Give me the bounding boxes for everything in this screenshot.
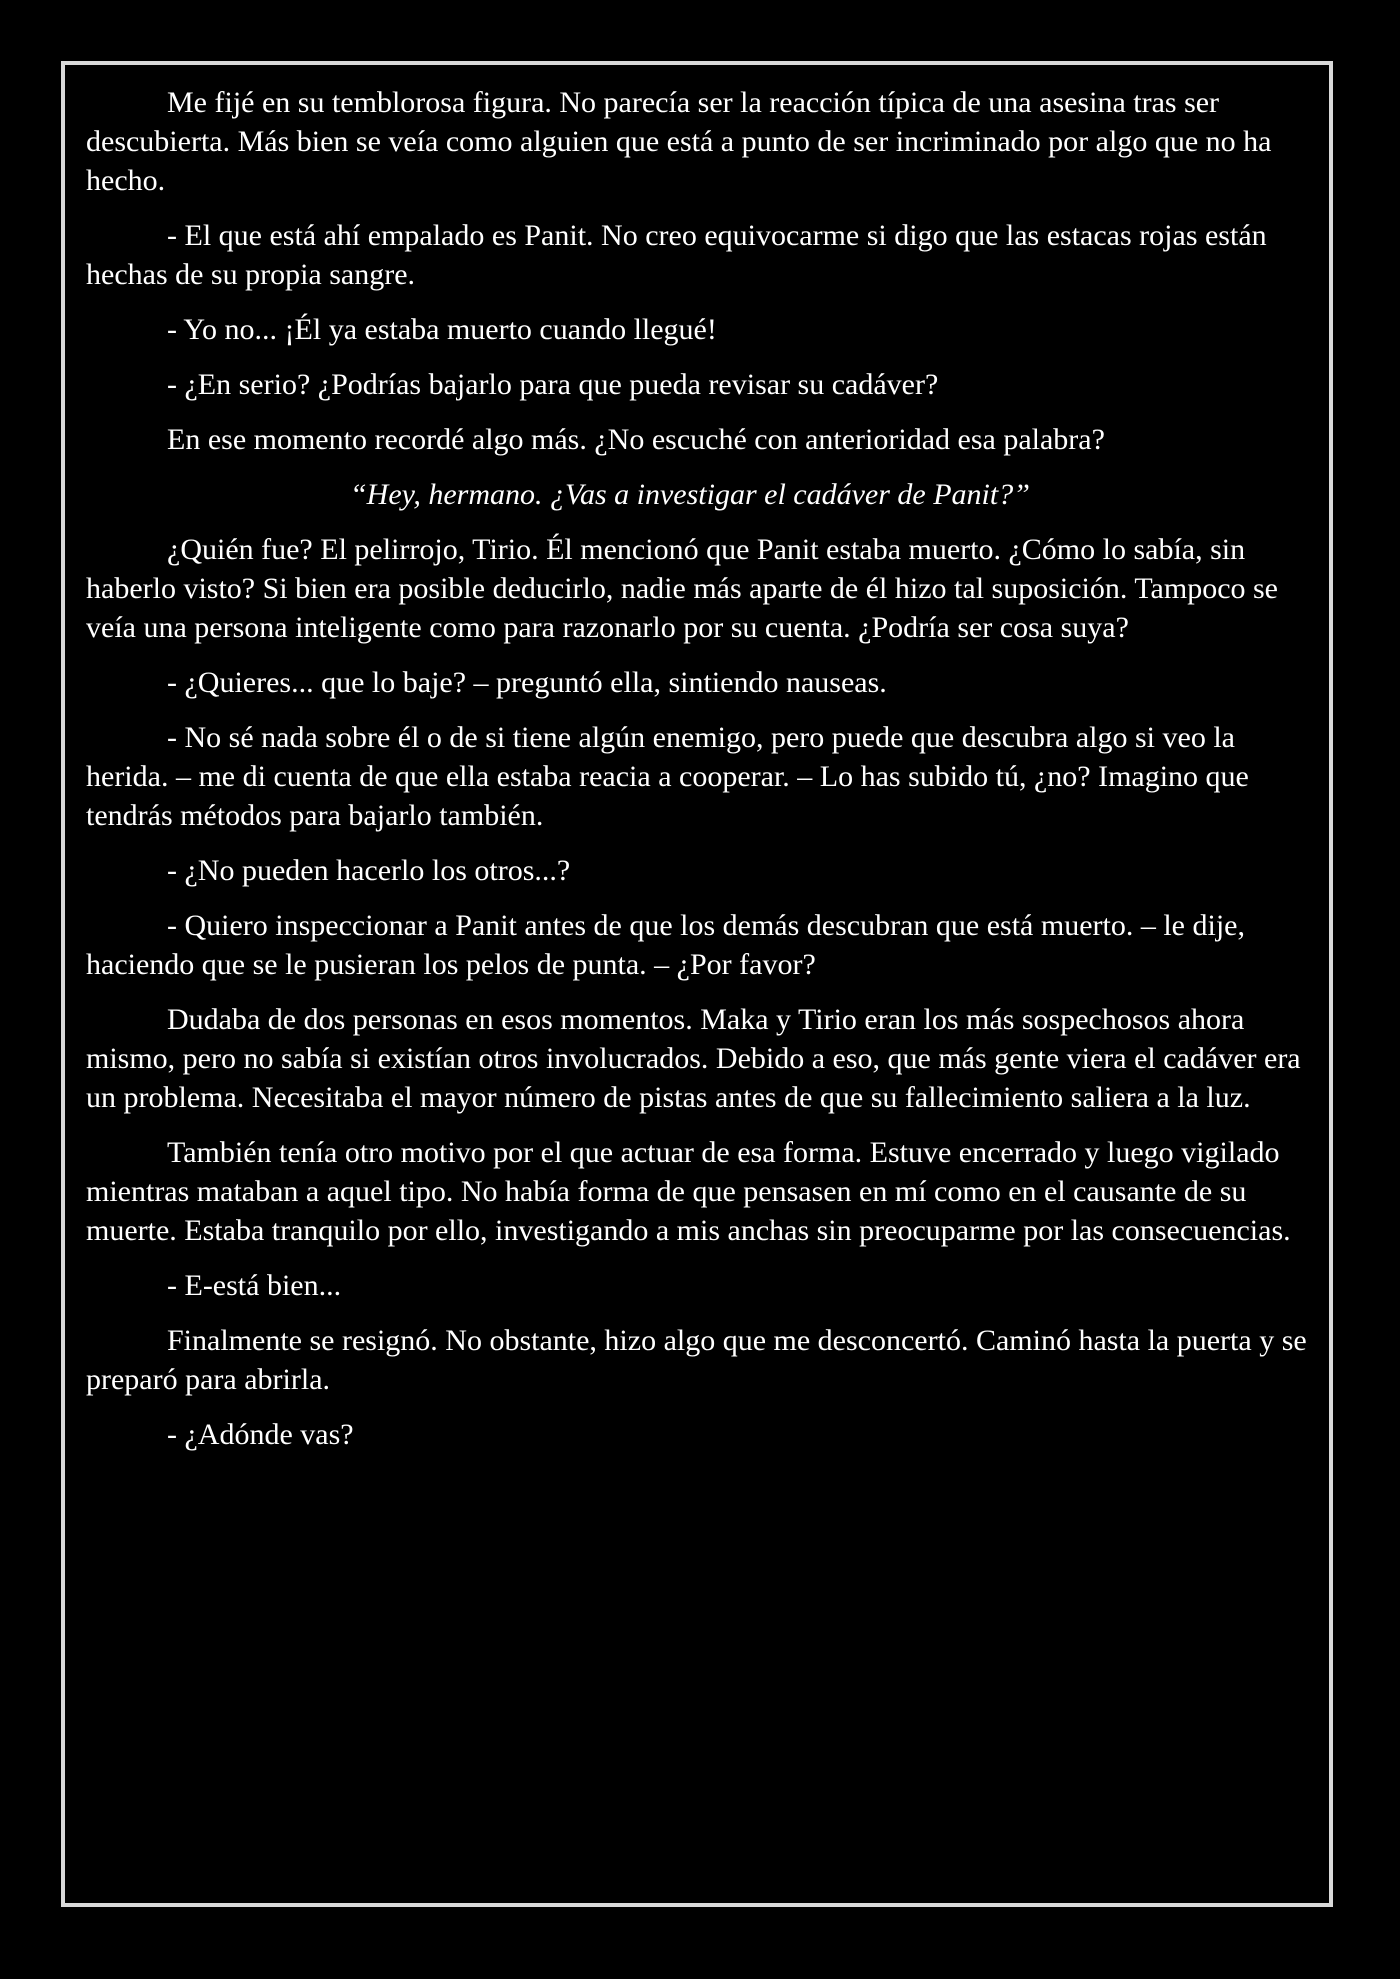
paragraph: Dudaba de dos personas en esos momentos. Maka y Tirio eran los más sospechosos ahora mismo, pero no sabía si existían otros involucrados. Debido a eso, que más gente viera el cadáver era un problema. Necesitaba el mayor número de pistas antes de que su fallecimiento saliera a la luz. — [86, 1003, 1301, 1114]
dialogue-line: - ¿En serio? ¿Podrías bajarlo para que pueda revisar su cadáver? — [167, 368, 939, 401]
dialogue-line: - ¿No pueden hacerlo los otros...? — [167, 854, 571, 887]
text-body — [86, 83, 1311, 1470]
paragraph: En ese momento recordé algo más. ¿No escuché con anterioridad esa palabra? — [167, 423, 1105, 456]
dialogue-line: - Quiero inspeccionar a Panit antes de que los demás descubran que está muerto. – le dije, haciendo que se le pusieran los pelos de punta. – ¿Por favor? — [86, 909, 1245, 981]
dialogue-line: - E-está bien... — [167, 1269, 342, 1302]
paragraph: Me fijé en su temblorosa figura. No parecía ser la reacción típica de una asesina tras ser descubierta. Más bien se veía como alguien que está a punto de ser incriminado por algo que no ha hecho. — [86, 86, 1272, 197]
quoted-recollection: “Hey, hermano. ¿Vas a investigar el cadáver de Panit?” — [350, 478, 1030, 511]
dialogue-line: - Yo no... ¡Él ya estaba muerto cuando llegué! — [167, 313, 717, 346]
dialogue-line: - ¿Adónde vas? — [167, 1418, 354, 1451]
paragraph: ¿Quién fue? El pelirrojo, Tirio. Él mencionó que Panit estaba muerto. ¿Cómo lo sabía, sin haberlo visto? Si bien era posible deducirlo, nadie más aparte de él hizo tal suposición. Tampoco se veía una persona inteligente como para razonarlo por su cuenta. ¿Podría ser cosa suya? — [86, 533, 1279, 644]
paragraph: También tenía otro motivo por el que actuar de esa forma. Estuve encerrado y luego vigilado mientras mataban a aquel tipo. No había forma de que pensasen en mí como en el causante de su muerte. Estaba tranquilo por ello, investigando a mis anchas sin preocuparme por las consecuencias. — [86, 1136, 1291, 1247]
dialogue-line: - ¿Quieres... que lo baje? – preguntó ella, sintiendo nauseas. — [167, 666, 887, 699]
page-frame — [61, 61, 1333, 1907]
dialogue-line: - No sé nada sobre él o de si tiene algún enemigo, pero puede que descubra algo si veo la herida. – me di cuenta de que ella estaba reacia a cooperar. – Lo has subido tú, ¿no? Imagino que tendrás métodos para bajarlo también. — [86, 721, 1249, 832]
paragraph: Finalmente se resignó. No obstante, hizo algo que me desconcertó. Caminó hasta la puerta y se preparó para abrirla. — [86, 1324, 1307, 1396]
dialogue-line: - El que está ahí empalado es Panit. No creo equivocarme si digo que las estacas rojas están hechas de su propia sangre. — [86, 219, 1267, 291]
